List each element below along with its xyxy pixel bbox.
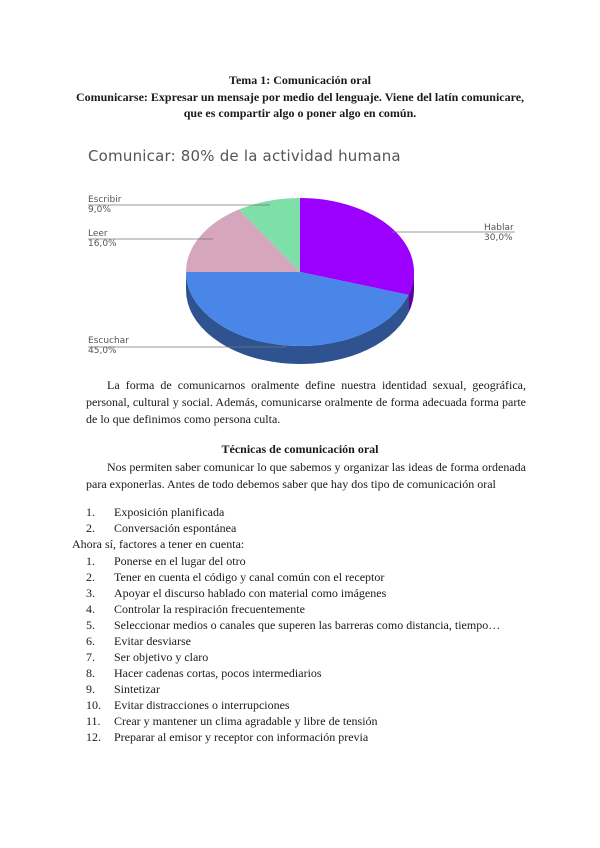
definition-line-2: que es compartir algo o poner algo en común. bbox=[183, 106, 417, 120]
slice-value-leer: 16,0% bbox=[88, 239, 117, 249]
communication-types-list bbox=[86, 504, 236, 536]
pie-chart bbox=[0, 180, 600, 365]
factors-intro: Ahora sí, factores a tener en cuenta: bbox=[72, 537, 245, 551]
definition-line-1: Comunicarse: Expresar un mensaje por medio del lenguaje. Viene del latín comunicare, bbox=[75, 90, 525, 104]
slice-label-escuchar: Escuchar bbox=[88, 336, 129, 346]
list-item: 10. Evitar distracciones o interrupciones bbox=[86, 698, 290, 712]
list-item: 2. Tener en cuenta el código y canal común con el receptor bbox=[86, 570, 385, 584]
list-item: 2. Conversación espontánea bbox=[86, 521, 237, 535]
list-item: 5. Seleccionar medios o canales que superen las barreras como distancia, tiempo… bbox=[86, 618, 501, 632]
slice-value-hablar: 30,0% bbox=[484, 233, 513, 243]
list-item: 7. Ser objetivo y claro bbox=[86, 650, 209, 664]
list-item: 3. Apoyar el discurso hablado con material como imágenes bbox=[86, 586, 387, 600]
intro-paragraph bbox=[86, 377, 526, 428]
pie-top bbox=[186, 198, 414, 346]
slice-label-escribir: Escribir bbox=[88, 195, 122, 205]
chart-title: Comunicar: 80% de la actividad humana bbox=[88, 147, 401, 165]
slice-label-leer: Leer bbox=[88, 229, 108, 239]
section-title: Técnicas de comunicación oral bbox=[221, 442, 379, 456]
techniques-paragraph-text: Nos permiten saber comunicar lo que sabemos y organizar las ideas de forma ordenada para exponerlas. Antes de todo debemos saber que hay dos tipo de comunicación oral bbox=[86, 460, 526, 491]
intro-paragraph-text: La forma de comunicarnos oralmente define nuestra identidad sexual, geográfica, personal, cultural y social. Además, comunicarse oralmente de forma adecuada forma parte de lo que definimos como persona culta. bbox=[86, 378, 526, 426]
slice-value-escribir: 9,0% bbox=[88, 205, 111, 215]
list-item: 11. Crear y mantener un clima agradable y libre de tensión bbox=[86, 714, 378, 728]
list-item: 4. Controlar la respiración frecuentemente bbox=[86, 602, 305, 616]
list-item: 6. Evitar desviarse bbox=[86, 634, 191, 648]
techniques-paragraph bbox=[86, 459, 526, 493]
list-item: 9. Sintetizar bbox=[86, 682, 160, 696]
list-item: 8. Hacer cadenas cortas, pocos intermediarios bbox=[86, 666, 322, 680]
list-item: 1. Exposición planificada bbox=[86, 505, 225, 519]
factors-list bbox=[86, 553, 500, 745]
slice-value-escuchar: 45,0% bbox=[88, 346, 117, 356]
list-item: 12. Preparar al emisor y receptor con información previa bbox=[86, 730, 369, 744]
slice-label-hablar: Hablar bbox=[484, 223, 514, 233]
list-item: 1. Ponerse en el lugar del otro bbox=[86, 554, 246, 568]
document-title: Tema 1: Comunicación oral bbox=[229, 73, 371, 87]
